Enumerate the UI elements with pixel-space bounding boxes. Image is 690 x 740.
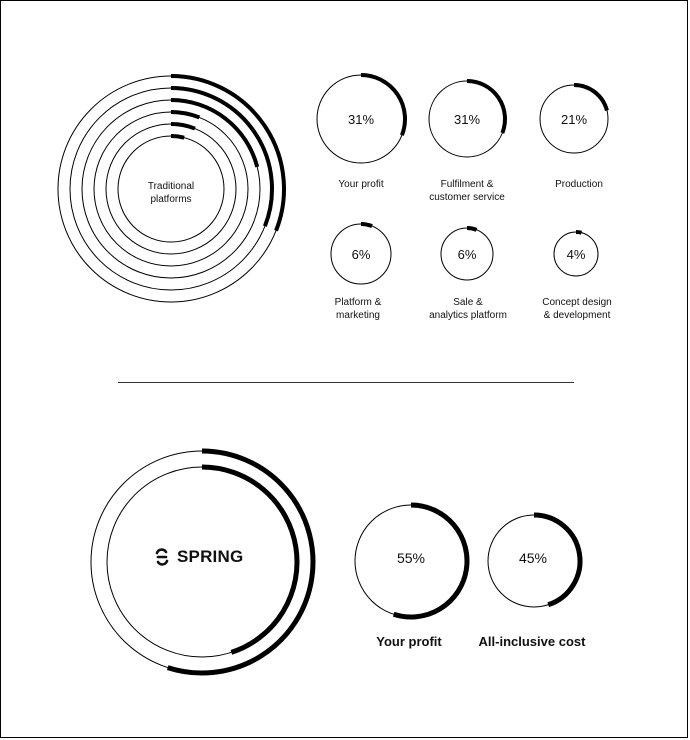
label-fulfilment: Fulfilment & customer service xyxy=(429,179,505,203)
label-sale-analytics: Sale & analytics platform xyxy=(429,297,507,321)
pct-fulfilment: 31% xyxy=(453,112,481,127)
pct-concept-design: 4% xyxy=(566,247,586,262)
pct-your-profit: 31% xyxy=(347,112,375,127)
label-concept-design: Concept design & development xyxy=(542,297,612,321)
traditional-center-label: Traditional platforms xyxy=(147,181,195,205)
small-arc-2 xyxy=(574,85,607,111)
label-your-profit: Your profit xyxy=(338,179,384,190)
label-production: Production xyxy=(555,179,603,190)
traditional-arc-3 xyxy=(171,112,199,117)
small-arc-5 xyxy=(576,232,581,233)
pct-spring-cost: 45% xyxy=(518,550,548,566)
small-arc-3 xyxy=(361,224,372,226)
small-arc-4 xyxy=(467,228,477,230)
spring-brand xyxy=(153,547,243,567)
label-spring-profit: Your profit xyxy=(376,634,442,649)
spring-brand-text: SPRING xyxy=(177,547,244,566)
pct-platform-marketing: 6% xyxy=(351,247,371,262)
pct-production: 21% xyxy=(560,112,588,127)
label-platform-marketing: Platform & marketing xyxy=(334,297,382,321)
pct-spring-profit: 55% xyxy=(396,550,426,566)
traditional-arc-2 xyxy=(171,100,257,167)
label-spring-cost: All-inclusive cost xyxy=(478,634,586,649)
pct-sale-analytics: 6% xyxy=(457,247,477,262)
traditional-arc-4 xyxy=(171,124,195,129)
traditional-arc-5 xyxy=(171,136,184,138)
section-divider xyxy=(118,382,574,383)
spring-logo-icon xyxy=(153,547,171,567)
